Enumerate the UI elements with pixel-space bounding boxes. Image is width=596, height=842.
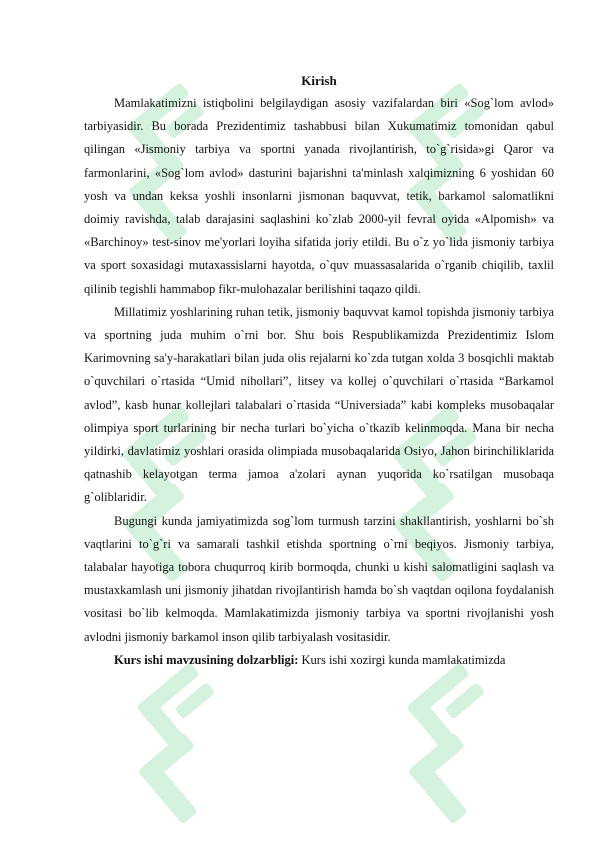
paragraph-3: Bugungi kunda jamiyatimizda sog`lom turmush tarzini shakllantirish, yoshlarni bo`sh vaqtlarini to`g`ri va samarali tashkil etishda sportning o`rni beqiyos. Jismoniy tarbiya, talabalar hayotiga tobora chuqurroq kirib bormoqda, chunki u kishi salomatligini saqlash va mustaxkamlash uni jismoniy jihatdan rivojlantirish hamda bo`sh vaqtdan oqilona foydalanish vositasi bo`lib kelmoqda. Mamlakatimizda jismoniy tarbiya va sportni rivojlanishi yosh avlodni jismoniy barkamol inson qilib tarbiyalash vositasidir.: [84, 513, 554, 644]
document-body: [84, 70, 554, 672]
paragraph-label: Kurs ishi mavzusining dolzarbligi:: [114, 652, 299, 667]
paragraph-text: Kurs ishi xozirgi kunda mamlakatimizda: [298, 652, 506, 667]
paragraph-4: [84, 649, 554, 672]
paragraph-1: Mamlakatimizni istiqbolini belgilaydigan asosiy vazifalardan biri «Sog`lom avlod» tarbiyasidir. Bu borada Prezidentimiz tashabbusi bilan Xukumatimiz tomonidan qabul qilingan «Jismoniy tarbiya va sportni yanada rivojlantirish, to`g`risida»gi Qaror va farmonlarini, «Sog`lom avlod» dasturini bajarishni ta'minlash xalqimizning 6 yoshidan 60 yosh va undan keksa yoshli insonlarni jismonan baquvvat, tetik, barkamol salomatlikni doimiy ravishda, talab darajasini saqlashini ko`zlab 2000-yil fevral oyida «Alpomish» va «Barchinoy» test-sinov me'yorlari loyiha sifatida joriy etildi. Bu o`z yo`lida jismoniy tarbiya va sport soxasidagi mutaxassislarni hayotda, o`quv muassasalarida o`rganib chiqilib, taxlil qilinib tegishli hammabop fikr-mulohazalar berilishini taqazo qildi.: [84, 96, 554, 296]
document-title: Kirish: [301, 73, 337, 88]
paragraph-2: Millatimiz yoshlarining ruhan tetik, jismoniy baquvvat kamol topishda jismoniy tarbiya va sportning juda muhim o`rni bor. Shu bois Respublikamizda Prezidentimiz Islom Karimovning sa'y-harakatlari bilan juda olis rejalarni ko`zda tutgan xolda 3 bosqichli maktab o`quvchilari o`rtasida “Umid nihollari”, litsey va kollej o`quvchilari o`rtasida “Barkamol avlod”, kasb hunar kollejlari talabalari o`rtasida “Universiada” kabi kompleks musobaqalar olimpiya sport turlarining bir necha turlari bo`yicha o`tkazib kelinmoqda. Mana bir necha yildirki, davlatimiz yoshlari orasida olimpiada musobaqalarida Osiyo, Jahon birinchiliklarida qatnashib kelayotgan terma jamoa a'zolari aynan yuqorida ko`rsatilgan musobaqa g`oliblaridir.: [84, 304, 554, 505]
